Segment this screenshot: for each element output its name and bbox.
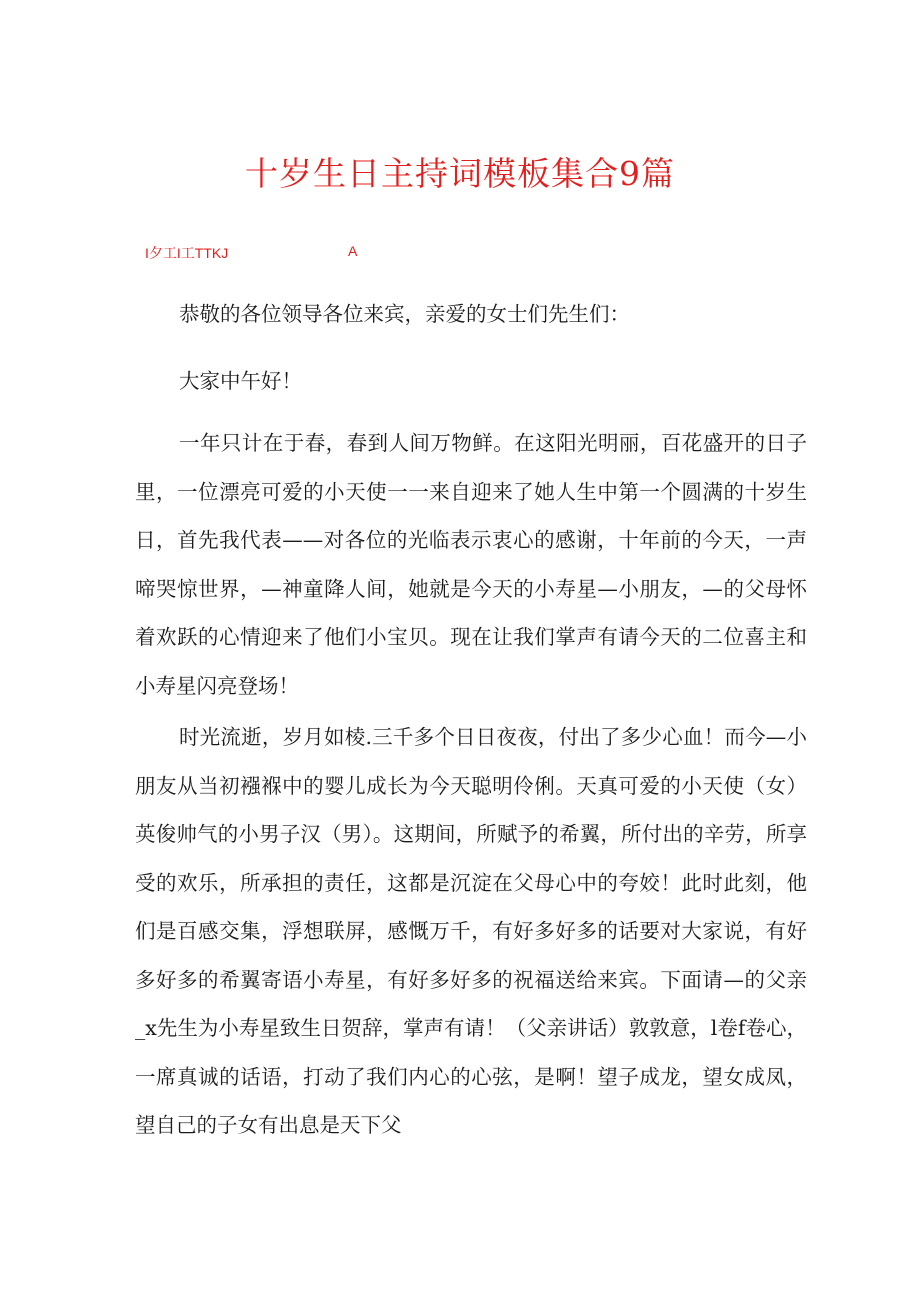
document-title: 十岁生日主持词模板集合9篇 <box>245 154 675 193</box>
paragraph-opening: 一年只计在于春，春到人间万物鲜。在这阳光明丽，百花盛开的日子里，一位漂亮可爱的小天使一一来自迎来了她人生中第一个圆满的十岁生日，首先我代表——对各位的光临表示衷心的感谢，十年前的今天，一声啼哭惊世界，—神童降人间，她就是今天的小寿星—小朋友，—的父母怀着欢跃的心情迎来了他们小宝贝。现在让我们掌声有请今天的二位喜主和小寿星闪亮登场！ <box>135 431 807 698</box>
subtitle-left-text: I夕工I工TTKJ <box>145 245 229 261</box>
document-subtitle <box>145 243 445 263</box>
subtitle-right-text: A <box>348 243 358 259</box>
paragraph-good-noon: 大家中午好！ <box>179 369 302 393</box>
paragraph-time-passing: 时光流逝，岁月如棱.三千多个日日夜夜，付出了多少心血！而今—小朋友从当初襁褓中的婴儿成长为今天聪明伶俐。天真可爱的小天使（女）英俊帅气的小男子汉（男）。这期间，所赋予的希翼，所付出的辛劳，所享受的欢乐，所承担的责任，这都是沉淀在父母心中的夸姣！此时此刻，他们是百感交集，浮想联屏，感慨万千，有好多好多的话要对大家说，有好多好多的希翼寄语小寿星，有好多好多的祝福送给来宾。下面请—的父亲_x先生为小寿星致生日贺辞，掌声有请！（父亲讲话）敦敦意，l卷f卷心，一席真诚的话语，打动了我们内心的心弦，是啊！望子成龙，望女成凤，望自己的子女有出息是天下父 <box>135 725 807 1137</box>
paragraph-greeting: 恭敬的各位领导各位来宾，亲爱的女士们先生们： <box>179 302 630 326</box>
